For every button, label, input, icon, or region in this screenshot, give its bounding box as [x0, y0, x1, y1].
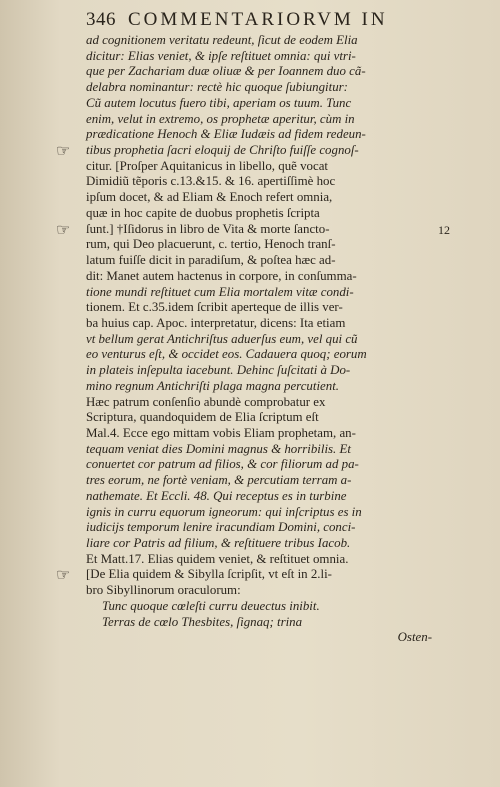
- text-line: iudicijs temporum lenire iracundiam Domini, conci-: [86, 520, 356, 535]
- text-line: Hæc patrum conſenſio abundè comprobatur ex: [86, 394, 326, 409]
- text-line: Dimidiũ tẽporis c.13.&15. & 16. apertiſſimè hoc: [86, 174, 336, 189]
- text-line: ba huius cap. Apoc. interpretatur, dicens: Ita etiam: [86, 315, 346, 330]
- text-line: dicitur: Elias veniet, & ipſe reſtituet omnia: qui vtri-: [86, 48, 356, 63]
- pointing-hand-icon: ☞: [56, 565, 71, 585]
- text-line: Scriptura, quandoquidem de Elia ſcriptum eſt: [86, 410, 319, 425]
- catchword: Osten-: [397, 630, 432, 645]
- text-line: prædicatione Henoch & Eliæ Iudæis ad fidem redeun-: [86, 127, 366, 142]
- text-line: Et Matt.17. Elias quidem veniet, & reſtituet omnia.: [86, 551, 349, 566]
- pointing-hand-icon: ☞: [56, 219, 71, 239]
- text-line: tibus prophetia ſacri eloquij de Chriſto fuiſſe cognoſ-: [86, 143, 359, 158]
- text-line: ſunt.] †Iſidorus in libro de Vita & morte ſancto-: [86, 221, 330, 236]
- text-line: mino regnum Antichriſti plaga magna percutient.: [86, 378, 340, 393]
- margin-number: 12: [438, 222, 450, 237]
- text-line: rum, qui Deo placuerunt, c. tertio, Henoch tranſ-: [86, 237, 336, 252]
- text-line: ignis in curru equorum igneorum: qui inſcriptus es in: [86, 504, 362, 519]
- text-line: Tunc quoque cœleſti curru deuectus inibit.: [102, 598, 320, 613]
- text-line: Mal.4. Ecce ego mittam vobis Eliam prophetam, an-: [86, 425, 356, 440]
- text-line: tione mundi reſtituet cum Elia mortalem vitæ condi-: [86, 284, 354, 299]
- text-line: Terras de cœlo Thesbites, ſignaq; trina: [102, 614, 303, 629]
- text-line: nathemate. Et Eccli. 48. Qui receptus es in turbine: [86, 488, 347, 503]
- text-line: ad cognitionem veritatu redeunt, ſicut de eodem Elia: [86, 33, 358, 47]
- text-line: quæ in hoc capite de duobus prophetis ſcripta: [86, 205, 320, 220]
- text-line: tequam veniat dies Domini magnus & horribilis. Et: [86, 441, 351, 456]
- text-line: tionem. Et c.35.idem ſcribit aperteque de illis ver-: [86, 300, 343, 315]
- text-line: vt bellum gerat Antichriſtus aduerſus eum, vel qui cũ: [86, 331, 358, 346]
- text-line: dit: Manet autem hactenus in corpore, in conſumma-: [86, 268, 357, 283]
- text-line: eo venturus eſt, & occidet eos. Cadauera quoq; eorum: [86, 347, 367, 362]
- text-line: tres eorum, ne fortè veniam, & percutiam terram a-: [86, 473, 352, 488]
- text-line: bro Sibyllinorum oraculorum:: [86, 583, 241, 598]
- running-head: COMMENTARIORVM IN: [128, 9, 388, 30]
- body-text: [86, 33, 432, 646]
- text-line: enim, velut in extremo, os prophetæ aperitur, cùm in: [86, 111, 355, 126]
- pointing-hand-icon: ☞: [56, 141, 71, 161]
- page-header: [86, 9, 438, 31]
- text-line: in plateis inſepulta iacebunt. Dehinc ſuſcitati à Do-: [86, 363, 351, 378]
- text-line: liare cor Patris ad filium, & reſtituere tribus Iacob.: [86, 536, 351, 550]
- text-line: Cũ autem locutus fuero tibi, aperiam os tuum. Tunc: [86, 95, 352, 110]
- text-line: citur. [Proſper Aquitanicus in libello, quẽ vocat: [86, 158, 329, 173]
- text-line: latum fuiſſe dicit in paradiſum, & poſtea hæc ad-: [86, 253, 336, 268]
- text-line: ipſum docet, & ad Eliam & Enoch refert omnia,: [86, 190, 333, 205]
- text-line: delabra nominantur: rectè hic quoque ſubiungitur:: [86, 80, 348, 95]
- folio-number: 346: [86, 9, 116, 30]
- text-line: [De Elia quidem & Sibylla ſcripſit, vt eſt in 2.li-: [86, 567, 332, 582]
- text-line: conuertet cor patrum ad filios, & cor filiorum ad pa-: [86, 457, 359, 472]
- text-line: que per Zachariam duæ oliuæ & per Ioannem duo cã-: [86, 64, 366, 79]
